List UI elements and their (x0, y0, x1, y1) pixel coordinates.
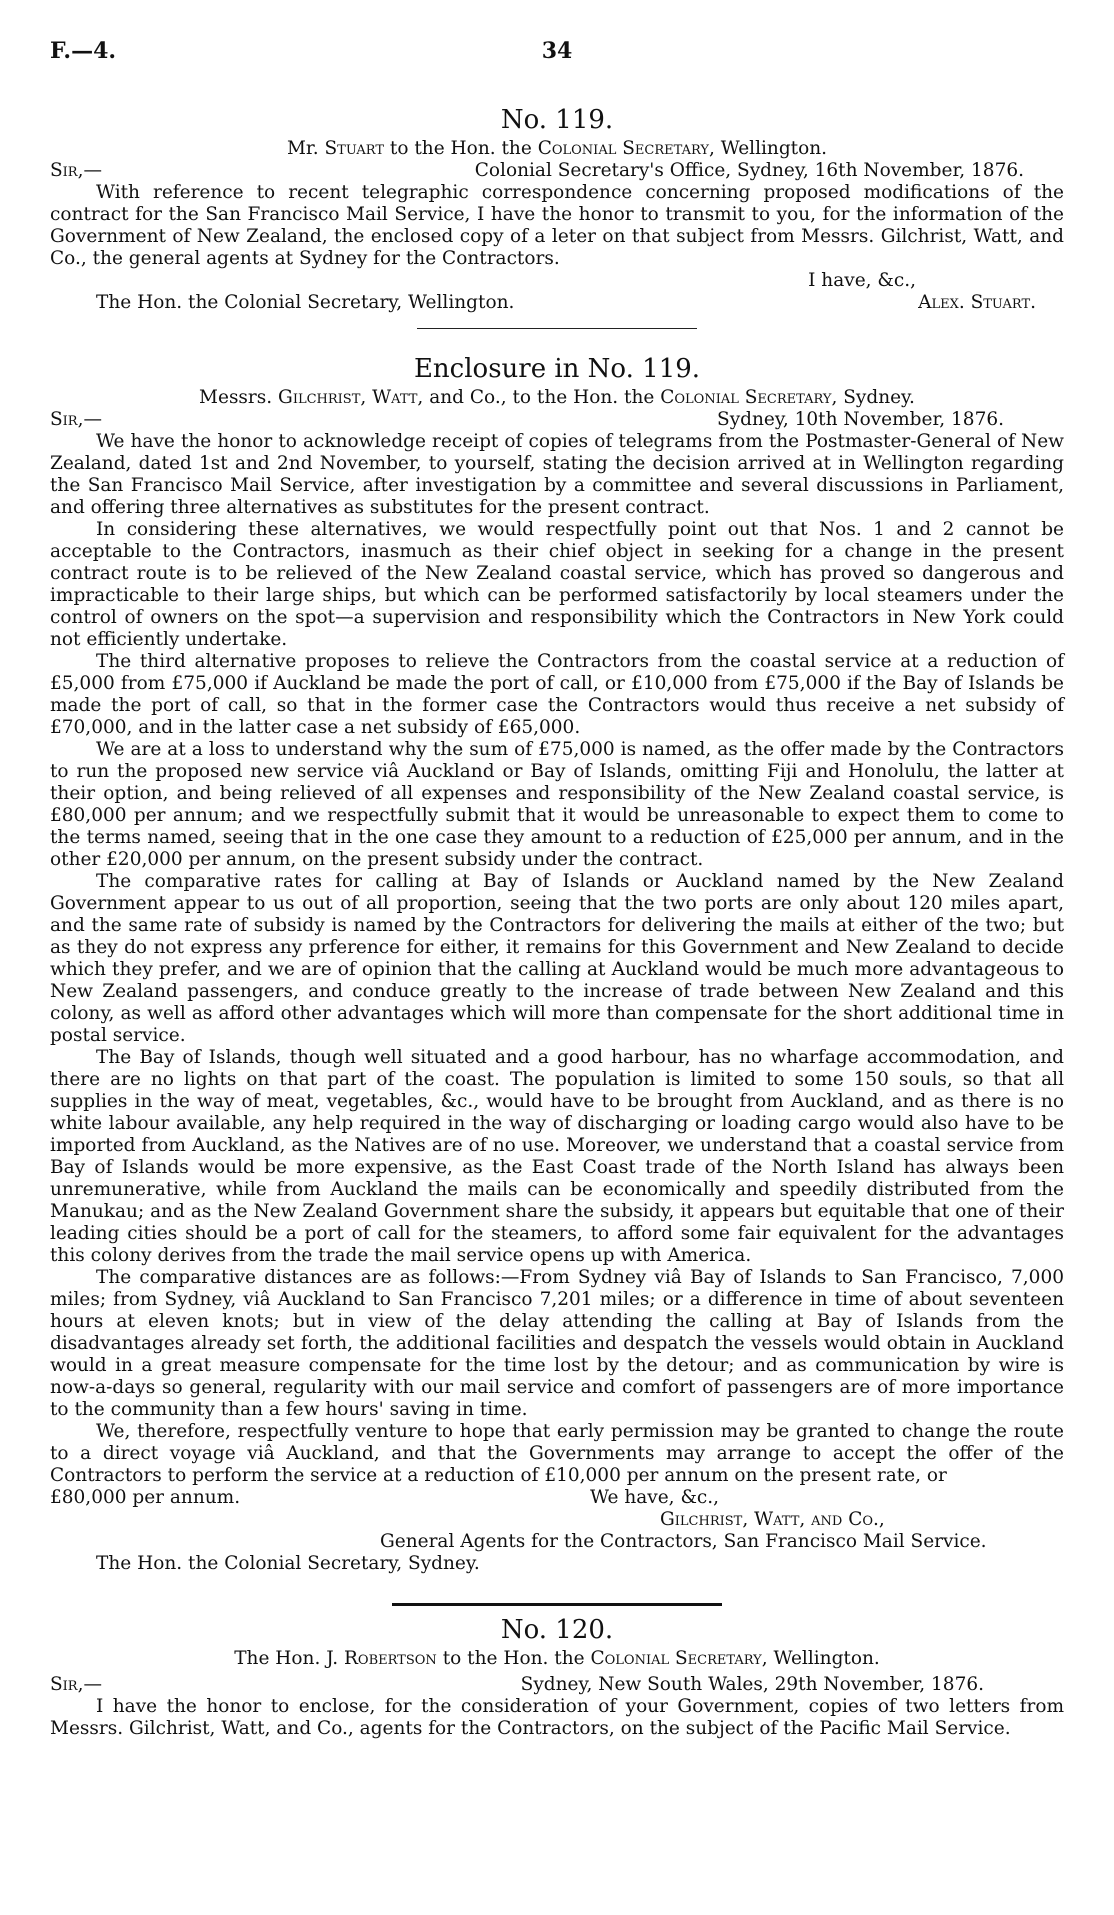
closing: We have, &c., (590, 1487, 720, 1508)
section-divider (417, 328, 697, 329)
enclosure-title: Enclosure in No. 119. (413, 354, 701, 384)
signature-role: General Agents for the Contractors, San Francisco Mail Service. (380, 1531, 987, 1552)
to-place: , Wellington. (761, 1648, 880, 1669)
letter-120 (50, 1614, 1064, 1740)
section-divider (392, 1603, 722, 1606)
to-title: Colonial Secretary (537, 138, 709, 159)
closing: I have, &c., (808, 270, 916, 291)
from-suffix: and Co., to the Hon. the (429, 387, 655, 408)
page-number: 34 (541, 38, 573, 64)
final-amount: £80,000 per annum. (50, 1487, 241, 1508)
salutation-line (50, 409, 1064, 431)
paragraph: The Bay of Islands, though well situated and a good harbour, has no wharfage accommodation, and there are no lights on that part of the coast. The population is limited to some 150 souls, so that all supplies in the way of meat, vegetables, &c., would have to be brought from Auckland, and as there is no white labour available, any help required in the way of discharging or loading cargo would also have to be imported from Auckland, as the Natives are of no use. Moreover, we understand that a coastal service from Bay of Islands would be more expensive, as the East Coast trade of the North Island has always been unremunerative, while from Auckland the mails can be economically and speedily distributed from the Manukau; and as the New Zealand Government share the subsidy, it appears but equitable that one of their leading cities should be a port of call for the steamers, to afford some fair equivalent for the advantages this colony derives from the trade the mail service opens up with America. (50, 1047, 1064, 1266)
page-header (50, 30, 1064, 70)
letter-heading (50, 138, 1064, 160)
from-prefix: Messrs. (199, 387, 273, 408)
from-prefix: The Hon. J. (234, 1648, 339, 1669)
closing-row (50, 1487, 1064, 1509)
signature: Gilchrist, Watt, and Co., (660, 1509, 885, 1530)
salutation-line (50, 160, 1064, 182)
from-name: Robertson (343, 1648, 437, 1669)
paragraph: We are at a loss to understand why the sum of £75,000 is named, as the offer made by the Contractors to run the proposed new service viâ Auckland or Bay of Islands, omitting Fiji and Honolulu, the latter at their option, and being relieved of all expenses and responsibility of the New Zealand coastal service, is £80,000 per annum; and we respectfully submit that it would be unreasonable to expect them to come to the terms named, seeing that in the one case they amount to a reduction of £25,000 per annum, and in the other £20,000 per annum, on the present subsidy under the contract. (50, 739, 1064, 870)
signature: Alex. Stuart. (918, 292, 1036, 313)
from-name: Gilchrist, Watt, (278, 387, 424, 408)
paragraph: The comparative rates for calling at Bay of Islands or Auckland named by the New Zealand Government appear to us out of all proportion, seeing that the two ports are only about 120 miles apart, and the same rate of subsidy is named by the Contractors for delivering the mails at either of the two; but as they do not express any prference for either, it remains for this Government and New Zealand to decide which they prefer, and we are of opinion that the calling at Auckland would be much more advantageous to New Zealand passengers, and conduce greatly to the increase of trade between New Zealand and this colony, as well as afford other advantages which will more than compensate for the short additional time in postal service. (50, 871, 1064, 1046)
place-date: Sydney, 10th November, 1876. (717, 409, 1004, 430)
closing-row (50, 292, 1064, 314)
to-place: , Wellington. (708, 138, 828, 159)
salutation: Sir,— (50, 409, 102, 430)
enclosure-heading (50, 387, 1064, 409)
letter-body: I have the honor to enclose, for the consideration of your Government, copies of two letters from Messrs. Gilchrist, Watt, and Co., agents for the Contractors, on the subject of the Pacific Mail Service. (50, 1696, 1064, 1739)
salutation: Sir,— (50, 1674, 102, 1695)
from-name: Stuart (324, 138, 385, 159)
letter-body: With reference to recent telegraphic correspondence concerning proposed modifications of the contract for the San Francisco Mail Service, I have the honor to transmit to you, for the information of the Government of New Zealand, the enclosed copy of a leter on that subject from Messrs. Gilchrist, Watt, and Co., the general agents at Sydney for the Contractors. (50, 182, 1064, 269)
document-code: F.—4. (50, 38, 117, 64)
place-date: Colonial Secretary's Office, Sydney, 16th November, 1876. (474, 160, 1024, 181)
letter-number: No. 120. (500, 1615, 614, 1645)
to-place: , Sydney. (831, 387, 915, 408)
to-mid: to the Hon. the (442, 1648, 585, 1669)
letter-number: No. 119. (500, 105, 614, 135)
paragraph: We, therefore, respectfully venture to hope that early permission may be granted to change the route to a direct voyage viâ Auckland, and that the Governments may arrange to accept the offer of the Contractors to perform the service at a reduction of £10,000 per annum on the present rate, or (50, 1421, 1064, 1486)
letter-heading (50, 1648, 1064, 1670)
from-prefix: Mr. (286, 138, 319, 159)
to-title: Colonial Secretary (660, 387, 832, 408)
addressee: The Hon. the Colonial Secretary, Wellington. (96, 292, 515, 313)
paragraph: In considering these alternatives, we would respectfully point out that Nos. 1 and 2 cannot be acceptable to the Contractors, inasmuch as their chief object in seeking for a change in the present contract route is to be relieved of the New Zealand coastal service, which has proved so dangerous and impracticable to their large ships, but which can be performed satisfactorily by local steamers under the control of owners on the spot—a supervision and responsibility which the Contractors in New York could not efficiently undertake. (50, 519, 1064, 650)
paragraph: The third alternative proposes to relieve the Contractors from the coastal service at a reduction of £5,000 from £75,000 if Auckland be made the port of call, or £10,000 from £75,000 if the Bay of Islands be made the port of call, so that in the former case the Contractors would thus receive a net subsidy of £70,000, and in the latter case a net subsidy of £65,000. (50, 651, 1064, 738)
paragraph: We have the honor to acknowledge receipt of copies of telegrams from the Postmaster-General of New Zealand, dated 1st and 2nd November, to yourself, stating the decision arrived at in Wellington regarding the San Francisco Mail Service, after investigation by a committee and several discussions in Parliament, and offering three alternatives as substitutes for the present contract. (50, 431, 1064, 518)
salutation-line (50, 1674, 1064, 1696)
salutation: Sir,— (50, 160, 102, 181)
paragraph: The comparative distances are as follows:—From Sydney viâ Bay of Islands to San Francisco, 7,000 miles; from Sydney, viâ Auckland to San Francisco 7,201 miles; or a difference in time of about seventeen hours at eleven knots; but in view of the delay attending the calling at Bay of Islands from the disadvantages already set forth, the additional facilities and despatch the vessels would obtain in Auckland would in a great measure compensate for the time lost by the detour; and as communication by wire is now-a-days so general, regularity with our mail service and comfort of passengers are of more importance to the community than a few hours' saving in time. (50, 1267, 1064, 1420)
to-title: Colonial Secretary (590, 1648, 762, 1669)
addressee: The Hon. the Colonial Secretary, Sydney. (96, 1553, 480, 1574)
enclosure-119 (50, 353, 1064, 1575)
place-date: Sydney, New South Wales, 29th November, 1876. (520, 1674, 984, 1695)
letter-119 (50, 104, 1064, 314)
to-mid: to the Hon. the (389, 138, 532, 159)
